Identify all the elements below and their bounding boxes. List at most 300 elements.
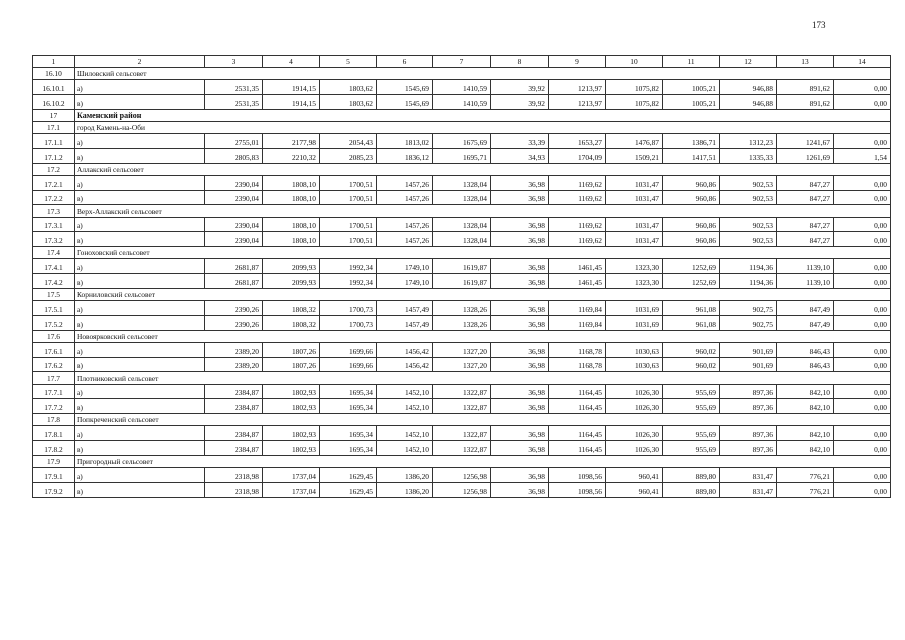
table-row	[33, 134, 891, 149]
value-cell: 1098,56	[549, 468, 606, 483]
value-cell: 36,98	[491, 301, 549, 316]
value-cell: 1695,71	[433, 148, 491, 163]
value-cell: 960,86	[663, 232, 720, 247]
value-cell: 1803,62	[320, 95, 377, 110]
value-cell: 2681,87	[205, 274, 263, 289]
row-label: а)	[75, 134, 205, 149]
value-cell: 1312,23	[720, 134, 777, 149]
row-label: в)	[75, 95, 205, 110]
settlement-row	[33, 288, 891, 300]
value-cell: 1808,10	[263, 232, 320, 247]
value-cell: 36,98	[491, 482, 549, 497]
value-cell: 902,75	[720, 301, 777, 316]
column-header: 2	[75, 56, 205, 68]
value-cell: 902,75	[720, 315, 777, 330]
value-cell: 960,02	[663, 342, 720, 357]
table-row	[33, 175, 891, 190]
settlement-name: Пригородный сельсовет	[75, 455, 891, 467]
value-cell: 897,36	[720, 399, 777, 414]
column-header: 8	[491, 56, 549, 68]
row-label: а)	[75, 301, 205, 316]
settlement-row	[33, 163, 891, 175]
value-cell: 897,36	[720, 426, 777, 441]
settlement-name: Верх-Аллакский сельсовет	[75, 205, 891, 217]
value-cell: 1457,26	[377, 190, 433, 205]
settlement-name: Аллакский сельсовет	[75, 163, 891, 175]
table-row	[33, 80, 891, 95]
value-cell: 955,69	[663, 426, 720, 441]
value-cell: 2054,43	[320, 134, 377, 149]
row-number: 17.7	[33, 372, 75, 384]
value-cell: 889,80	[663, 482, 720, 497]
value-cell: 960,41	[606, 482, 663, 497]
value-cell: 842,10	[777, 399, 834, 414]
value-cell: 0,00	[834, 274, 891, 289]
value-cell: 1802,93	[263, 426, 320, 441]
table-body	[33, 56, 891, 498]
value-cell: 1169,84	[549, 315, 606, 330]
value-cell: 831,47	[720, 468, 777, 483]
value-cell: 847,49	[777, 301, 834, 316]
district-row	[33, 109, 891, 121]
value-cell: 891,62	[777, 95, 834, 110]
value-cell: 0,00	[834, 426, 891, 441]
value-cell: 1322,87	[433, 426, 491, 441]
column-header: 4	[263, 56, 320, 68]
value-cell: 1322,87	[433, 399, 491, 414]
value-cell: 36,98	[491, 426, 549, 441]
value-cell: 846,43	[777, 342, 834, 357]
column-header: 12	[720, 56, 777, 68]
value-cell: 36,98	[491, 441, 549, 456]
row-number: 17.3.1	[33, 217, 75, 232]
row-label: а)	[75, 468, 205, 483]
value-cell: 1168,78	[549, 342, 606, 357]
value-cell: 1075,82	[606, 80, 663, 95]
value-cell: 2390,04	[205, 232, 263, 247]
value-cell: 897,36	[720, 441, 777, 456]
value-cell: 0,00	[834, 95, 891, 110]
value-cell: 1256,98	[433, 482, 491, 497]
row-number: 17.2.2	[33, 190, 75, 205]
row-label: а)	[75, 80, 205, 95]
column-header: 11	[663, 56, 720, 68]
value-cell: 1452,10	[377, 399, 433, 414]
settlement-row	[33, 247, 891, 259]
value-cell: 1252,69	[663, 259, 720, 274]
value-cell: 2389,20	[205, 357, 263, 372]
value-cell: 1813,02	[377, 134, 433, 149]
value-cell: 1005,21	[663, 95, 720, 110]
value-cell: 1328,26	[433, 315, 491, 330]
row-number: 17.2	[33, 163, 75, 175]
value-cell: 1031,47	[606, 175, 663, 190]
value-cell: 776,21	[777, 482, 834, 497]
row-number: 17.9.1	[33, 468, 75, 483]
value-cell: 847,27	[777, 190, 834, 205]
value-cell: 1169,62	[549, 190, 606, 205]
value-cell: 2318,98	[205, 482, 263, 497]
value-cell: 1410,59	[433, 80, 491, 95]
value-cell: 1619,87	[433, 259, 491, 274]
row-number: 17.9.2	[33, 482, 75, 497]
table-row	[33, 217, 891, 232]
value-cell: 946,88	[720, 80, 777, 95]
row-number: 17.4.2	[33, 274, 75, 289]
value-cell: 36,98	[491, 315, 549, 330]
settlement-name: Гоноховский сельсовет	[75, 247, 891, 259]
value-cell: 902,53	[720, 232, 777, 247]
value-cell: 36,98	[491, 384, 549, 399]
value-cell: 0,00	[834, 342, 891, 357]
value-cell: 1030,63	[606, 342, 663, 357]
value-cell: 1213,97	[549, 80, 606, 95]
row-number: 17.8.2	[33, 441, 75, 456]
settlement-row	[33, 122, 891, 134]
value-cell: 1261,69	[777, 148, 834, 163]
value-cell: 0,00	[834, 468, 891, 483]
row-label: а)	[75, 426, 205, 441]
row-number: 17.7.1	[33, 384, 75, 399]
value-cell: 946,88	[720, 95, 777, 110]
value-cell: 2384,87	[205, 426, 263, 441]
value-cell: 776,21	[777, 468, 834, 483]
value-cell: 1700,51	[320, 175, 377, 190]
value-cell: 1456,42	[377, 342, 433, 357]
value-cell: 1695,34	[320, 426, 377, 441]
column-header: 14	[834, 56, 891, 68]
row-number: 17.5.1	[33, 301, 75, 316]
value-cell: 1749,10	[377, 259, 433, 274]
value-cell: 0,00	[834, 259, 891, 274]
value-cell: 1700,73	[320, 301, 377, 316]
value-cell: 1695,34	[320, 384, 377, 399]
value-cell: 1914,15	[263, 80, 320, 95]
value-cell: 960,41	[606, 468, 663, 483]
value-cell: 2681,87	[205, 259, 263, 274]
value-cell: 1461,45	[549, 259, 606, 274]
value-cell: 1031,47	[606, 217, 663, 232]
table-row	[33, 190, 891, 205]
value-cell: 2755,01	[205, 134, 263, 149]
value-cell: 1328,04	[433, 232, 491, 247]
value-cell: 1699,66	[320, 342, 377, 357]
row-label: в)	[75, 148, 205, 163]
district-name: Каменский район	[75, 109, 891, 121]
row-label: а)	[75, 342, 205, 357]
row-number: 17.6.1	[33, 342, 75, 357]
row-number: 17	[33, 109, 75, 121]
value-cell: 1194,36	[720, 259, 777, 274]
row-label: а)	[75, 175, 205, 190]
settlement-row	[33, 68, 891, 80]
value-cell: 1241,67	[777, 134, 834, 149]
value-cell: 1194,36	[720, 274, 777, 289]
value-cell: 2384,87	[205, 399, 263, 414]
table-row	[33, 342, 891, 357]
value-cell: 960,86	[663, 217, 720, 232]
value-cell: 1457,26	[377, 232, 433, 247]
row-label: а)	[75, 384, 205, 399]
row-number: 16.10.2	[33, 95, 75, 110]
value-cell: 1139,10	[777, 274, 834, 289]
value-cell: 1545,69	[377, 80, 433, 95]
value-cell: 36,98	[491, 342, 549, 357]
value-cell: 1803,62	[320, 80, 377, 95]
value-cell: 1808,32	[263, 301, 320, 316]
row-number: 17.1.2	[33, 148, 75, 163]
settlement-row	[33, 330, 891, 342]
value-cell: 955,69	[663, 384, 720, 399]
value-cell: 1,54	[834, 148, 891, 163]
value-cell: 2390,04	[205, 190, 263, 205]
value-cell: 901,69	[720, 342, 777, 357]
value-cell: 1169,62	[549, 217, 606, 232]
value-cell: 1629,45	[320, 468, 377, 483]
value-cell: 1619,87	[433, 274, 491, 289]
value-cell: 2390,04	[205, 217, 263, 232]
value-cell: 1098,56	[549, 482, 606, 497]
value-cell: 842,10	[777, 426, 834, 441]
value-cell: 960,86	[663, 190, 720, 205]
value-cell: 902,53	[720, 190, 777, 205]
value-cell: 1808,32	[263, 315, 320, 330]
value-cell: 1808,10	[263, 217, 320, 232]
row-number: 17.7.2	[33, 399, 75, 414]
value-cell: 1675,69	[433, 134, 491, 149]
table-row	[33, 259, 891, 274]
value-cell: 2531,35	[205, 95, 263, 110]
table-row	[33, 482, 891, 497]
value-cell: 1164,45	[549, 441, 606, 456]
value-cell: 901,69	[720, 357, 777, 372]
column-header: 7	[433, 56, 491, 68]
table-row	[33, 426, 891, 441]
row-number: 17.9	[33, 455, 75, 467]
value-cell: 1256,98	[433, 468, 491, 483]
value-cell: 2177,98	[263, 134, 320, 149]
value-cell: 1802,93	[263, 384, 320, 399]
value-cell: 34,93	[491, 148, 549, 163]
value-cell: 1704,09	[549, 148, 606, 163]
table-row	[33, 468, 891, 483]
value-cell: 1700,51	[320, 190, 377, 205]
value-cell: 1031,47	[606, 190, 663, 205]
settlement-row	[33, 205, 891, 217]
value-cell: 846,43	[777, 357, 834, 372]
row-number: 17.6	[33, 330, 75, 342]
row-number: 17.1.1	[33, 134, 75, 149]
value-cell: 1509,21	[606, 148, 663, 163]
value-cell: 1030,63	[606, 357, 663, 372]
value-cell: 960,02	[663, 357, 720, 372]
value-cell: 2390,26	[205, 301, 263, 316]
value-cell: 0,00	[834, 80, 891, 95]
value-cell: 2389,20	[205, 342, 263, 357]
value-cell: 1169,84	[549, 301, 606, 316]
column-header: 10	[606, 56, 663, 68]
value-cell: 1457,26	[377, 175, 433, 190]
value-cell: 831,47	[720, 482, 777, 497]
value-cell: 0,00	[834, 232, 891, 247]
row-number: 17.4	[33, 247, 75, 259]
table-row	[33, 148, 891, 163]
value-cell: 36,98	[491, 217, 549, 232]
value-cell: 2390,26	[205, 315, 263, 330]
row-label: а)	[75, 217, 205, 232]
value-cell: 1836,12	[377, 148, 433, 163]
value-cell: 1026,30	[606, 384, 663, 399]
value-cell: 1452,10	[377, 384, 433, 399]
value-cell: 1386,20	[377, 468, 433, 483]
value-cell: 36,98	[491, 357, 549, 372]
value-cell: 1695,34	[320, 399, 377, 414]
row-number: 17.6.2	[33, 357, 75, 372]
value-cell: 1700,51	[320, 232, 377, 247]
value-cell: 0,00	[834, 441, 891, 456]
value-cell: 1461,45	[549, 274, 606, 289]
value-cell: 1807,26	[263, 342, 320, 357]
value-cell: 36,98	[491, 190, 549, 205]
value-cell: 1005,21	[663, 80, 720, 95]
value-cell: 1031,69	[606, 301, 663, 316]
page-number: 173	[812, 20, 826, 30]
value-cell: 1749,10	[377, 274, 433, 289]
header-row	[33, 56, 891, 68]
settlement-row	[33, 414, 891, 426]
table-row	[33, 384, 891, 399]
table-row	[33, 399, 891, 414]
value-cell: 891,62	[777, 80, 834, 95]
row-number: 17.4.1	[33, 259, 75, 274]
value-cell: 961,08	[663, 301, 720, 316]
value-cell: 1808,10	[263, 175, 320, 190]
value-cell: 1026,30	[606, 441, 663, 456]
value-cell: 36,98	[491, 232, 549, 247]
settlement-name: Корниловский сельсовет	[75, 288, 891, 300]
value-cell: 0,00	[834, 482, 891, 497]
value-cell: 847,27	[777, 175, 834, 190]
row-label: в)	[75, 315, 205, 330]
settlement-row	[33, 455, 891, 467]
row-label: а)	[75, 259, 205, 274]
value-cell: 36,98	[491, 259, 549, 274]
value-cell: 0,00	[834, 217, 891, 232]
value-cell: 1386,20	[377, 482, 433, 497]
column-header: 3	[205, 56, 263, 68]
value-cell: 0,00	[834, 357, 891, 372]
value-cell: 0,00	[834, 399, 891, 414]
value-cell: 1456,42	[377, 357, 433, 372]
value-cell: 1026,30	[606, 399, 663, 414]
value-cell: 0,00	[834, 315, 891, 330]
value-cell: 39,92	[491, 80, 549, 95]
column-header: 1	[33, 56, 75, 68]
table-row	[33, 315, 891, 330]
value-cell: 847,49	[777, 315, 834, 330]
value-cell: 2210,32	[263, 148, 320, 163]
value-cell: 1700,73	[320, 315, 377, 330]
value-cell: 2099,93	[263, 274, 320, 289]
row-number: 17.3	[33, 205, 75, 217]
value-cell: 33,39	[491, 134, 549, 149]
value-cell: 1164,45	[549, 384, 606, 399]
value-cell: 1699,66	[320, 357, 377, 372]
value-cell: 2085,23	[320, 148, 377, 163]
value-cell: 1457,49	[377, 315, 433, 330]
value-cell: 842,10	[777, 441, 834, 456]
value-cell: 1328,26	[433, 301, 491, 316]
tariff-table	[32, 55, 891, 498]
row-label: в)	[75, 357, 205, 372]
row-number: 17.2.1	[33, 175, 75, 190]
value-cell: 0,00	[834, 301, 891, 316]
table-row	[33, 301, 891, 316]
table-row	[33, 441, 891, 456]
row-number: 17.8	[33, 414, 75, 426]
value-cell: 1410,59	[433, 95, 491, 110]
value-cell: 2805,83	[205, 148, 263, 163]
value-cell: 1417,51	[663, 148, 720, 163]
value-cell: 1169,62	[549, 232, 606, 247]
value-cell: 1807,26	[263, 357, 320, 372]
column-header: 9	[549, 56, 606, 68]
settlement-row	[33, 372, 891, 384]
value-cell: 902,53	[720, 175, 777, 190]
value-cell: 1476,87	[606, 134, 663, 149]
value-cell: 39,92	[491, 95, 549, 110]
value-cell: 1629,45	[320, 482, 377, 497]
value-cell: 1737,04	[263, 482, 320, 497]
row-number: 17.3.2	[33, 232, 75, 247]
table-row	[33, 274, 891, 289]
value-cell: 902,53	[720, 217, 777, 232]
value-cell: 1323,30	[606, 274, 663, 289]
settlement-name: Попкреченский сельсовет	[75, 414, 891, 426]
value-cell: 1327,20	[433, 357, 491, 372]
value-cell: 1328,04	[433, 175, 491, 190]
row-number: 17.5	[33, 288, 75, 300]
value-cell: 1802,93	[263, 441, 320, 456]
value-cell: 1164,45	[549, 426, 606, 441]
value-cell: 1802,93	[263, 399, 320, 414]
value-cell: 1031,47	[606, 232, 663, 247]
value-cell: 2099,93	[263, 259, 320, 274]
value-cell: 1452,10	[377, 426, 433, 441]
column-header: 13	[777, 56, 834, 68]
value-cell: 1992,34	[320, 259, 377, 274]
row-number: 17.5.2	[33, 315, 75, 330]
row-number: 17.8.1	[33, 426, 75, 441]
settlement-name: Плотниковский сельсовет	[75, 372, 891, 384]
row-number: 17.1	[33, 122, 75, 134]
value-cell: 1168,78	[549, 357, 606, 372]
value-cell: 1992,34	[320, 274, 377, 289]
table-row	[33, 357, 891, 372]
value-cell: 36,98	[491, 274, 549, 289]
value-cell: 1457,49	[377, 301, 433, 316]
value-cell: 1335,33	[720, 148, 777, 163]
value-cell: 1700,51	[320, 217, 377, 232]
value-cell: 955,69	[663, 441, 720, 456]
value-cell: 2384,87	[205, 441, 263, 456]
column-header: 5	[320, 56, 377, 68]
value-cell: 1322,87	[433, 384, 491, 399]
value-cell: 2384,87	[205, 384, 263, 399]
value-cell: 1737,04	[263, 468, 320, 483]
value-cell: 897,36	[720, 384, 777, 399]
column-header: 6	[377, 56, 433, 68]
